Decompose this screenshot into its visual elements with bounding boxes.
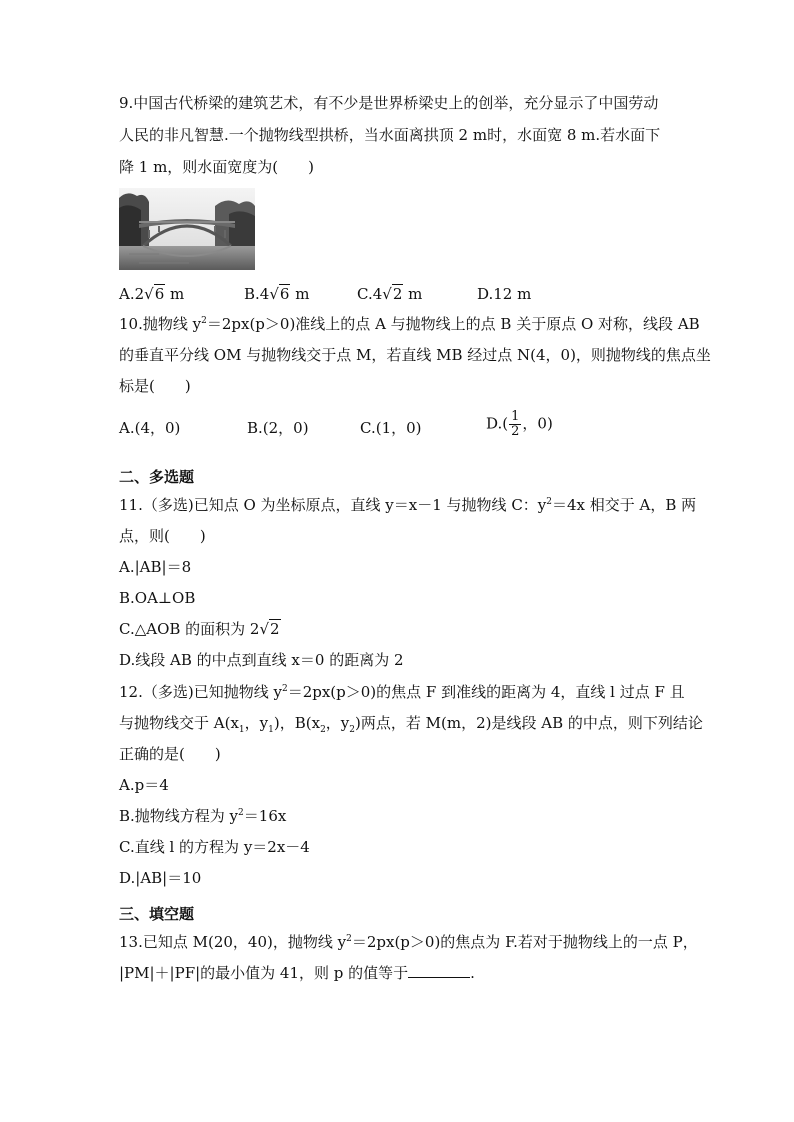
q11-option-a: A.|AB|＝8 (119, 558, 192, 576)
q10-option-a: A.(4，0) (119, 419, 181, 437)
q9-option-a: A.2√6 m (119, 285, 185, 303)
q12-line1: 12.（多选)已知抛物线 $y^2=2px(p>0)$的焦点 F 到准线的距离为 4，直线 l 过点 F 且 (119, 683, 685, 701)
q10-line3: 标是( ) (119, 377, 191, 395)
q12-line3: 正确的是( ) (119, 745, 221, 763)
q9-line2: 人民的非凡智慧.一个抛物线型拱桥，当水面离拱顶 2 m时，水面宽 8 m.若水面下 (119, 126, 661, 144)
q10-option-c: C.(1，0) (360, 419, 422, 437)
q13-line2: |PM|＋|PF|的最小值为 41，则 p 的值等于 . (119, 964, 475, 982)
q9-line3: 降 1 m，则水面宽度为( ) (119, 158, 315, 176)
answer-blank[interactable] (408, 963, 470, 978)
q11-option-c: C.△AOB 的面积为 2√2 (119, 620, 280, 638)
q10-line1: 10.抛物线 $y^2=2px(p>0)$准线上的点 A 与抛物线上的点 B 关于原点 O 对称，线段 AB (119, 315, 700, 333)
section-heading-fill-in: 三、填空题 (119, 905, 195, 923)
q11-line2: 点，则( ) (119, 527, 206, 545)
q10-option-b: B.(2，0) (247, 419, 309, 437)
q10-line2: 的垂直平分线 OM 与抛物线交于点 M，若直线 MB 经过点 N(4，0)，则抛物线的焦点坐 (119, 346, 711, 364)
section-heading-multiple-choice: 二、多选题 (119, 468, 195, 486)
q12-option-c: C.直线 l 的方程为 y＝2x－4 (119, 838, 310, 856)
q10-option-d: D.( $\frac{1}{2}$ ，0) (486, 409, 553, 439)
q9-option-b: B.4√6 m (244, 285, 310, 303)
arch-bridge-photo (119, 188, 255, 270)
fraction-one-half: $\frac{1}{2}$ (511, 409, 520, 439)
q9-option-d: D.12 m (477, 285, 532, 303)
q12-line2: 与抛物线交于 $A(x_1$，$y_1$)，$B(x_2$，$y_2$)两点，若 M(m，2)是线段 AB 的中点，则下列结论 (119, 714, 703, 735)
q11-line1: 11.（多选)已知点 O 为坐标原点，直线 y＝x－1 与抛物线 C：$y^2=4x$ 相交于 A，B 两 (119, 496, 697, 514)
q11-option-b: B.OA⊥OB (119, 589, 196, 607)
q13-line1: 13.已知点 M(20，40)，抛物线 $y^2=2px(p>0)$的焦点为 F.若对于抛物线上的一点 P， (119, 933, 698, 951)
q9-option-c: C.4√2 m (357, 285, 423, 303)
q12-option-d: D.|AB|＝10 (119, 869, 202, 887)
q11-option-d: D.线段 AB 的中点到直线 x＝0 的距离为 2 (119, 651, 404, 669)
q12-option-b: B.抛物线方程为 $y^2=16x$ (119, 807, 287, 825)
q12-option-a: A.p＝4 (119, 776, 169, 794)
q9-line1: 9.中国古代桥梁的建筑艺术，有不少是世界桥梁史上的创举，充分显示了中国劳动 (119, 94, 659, 112)
